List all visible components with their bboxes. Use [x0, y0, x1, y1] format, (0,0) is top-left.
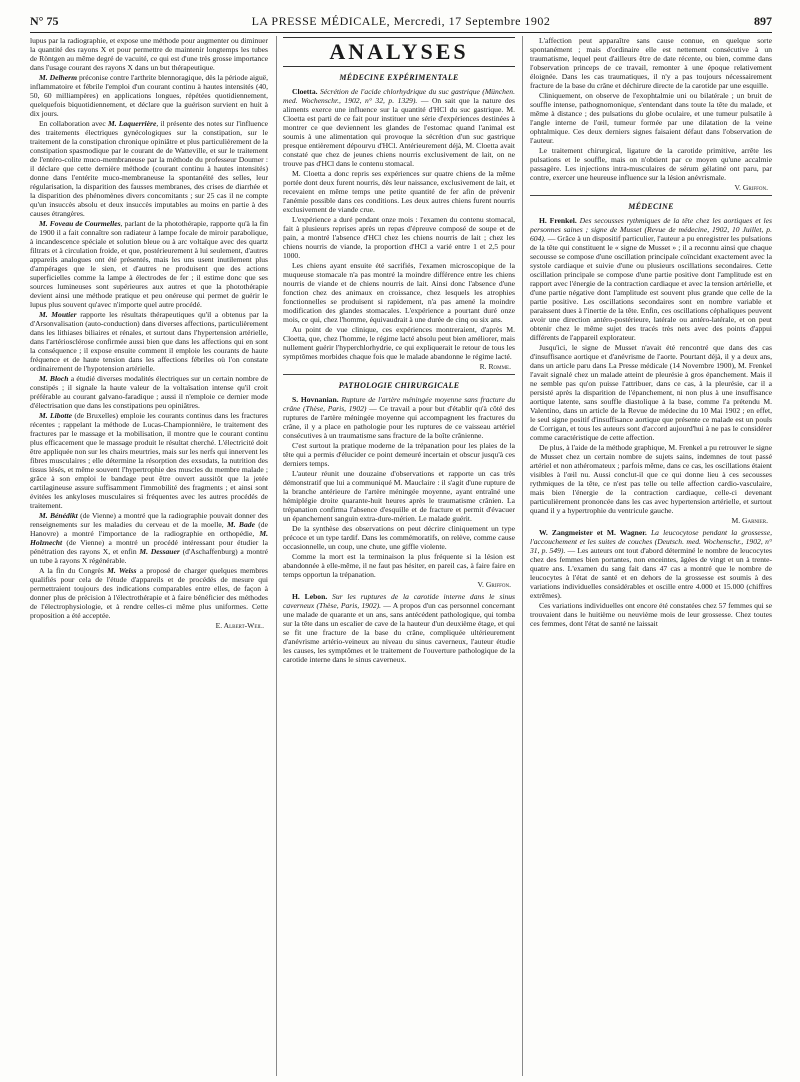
paragraph — [30, 73, 268, 118]
paragraph — [30, 219, 268, 309]
paragraph-text: En collaboration avec — [39, 119, 108, 128]
person-name: M. Moutier — [39, 310, 77, 319]
abstract-title: Sécrétion de l'acide chlorhydrique du suc gastrique — [317, 87, 480, 96]
abstract-paragraph — [530, 528, 772, 600]
person-name: M. Foveau de Courmelles — [39, 219, 121, 228]
abstract-reference: (Revue de médecine, 1902, 10 Juillet, p. 604). — [530, 225, 772, 243]
abstract-paragraph — [283, 395, 515, 440]
person-name: M. Laquerrière — [107, 119, 157, 128]
section-heading: ANALYSES — [283, 37, 515, 67]
person-name: M. Weiss — [107, 566, 137, 575]
person-name: M. Bénédikt — [39, 511, 78, 520]
abstract-title: Sur les ruptures de la carotide interne dans le sinus caverneux — [283, 592, 515, 610]
paragraph-text: a proposé de charger quelques membres qualifiés pour cela de l'étude d'appareils et de procédés de mesure qui permettraient toujours des indications comparables entre elles, de façon à donner plus de précision à l'électrothérapie et à faire bénéficier des méthodes de l'électrophysiologie, et à rendre celles-ci même plus uniformes. Cette proposition a été acceptée. — [30, 566, 268, 620]
column-rule — [522, 36, 523, 1076]
person-name: M. Delherm — [39, 73, 78, 82]
abstract-reference: (Thèse, Paris, 1902). — [314, 601, 382, 610]
abstract-author: Cloetta. — [292, 87, 318, 96]
paragraph — [30, 411, 268, 510]
section-divider — [530, 195, 772, 196]
journal-title: LA PRESSE MÉDICALE, Mercredi, 17 Septembre 1902 — [251, 14, 551, 28]
page-number-left: N° 75 — [30, 14, 59, 28]
section-divider — [283, 374, 515, 375]
paragraph-text: — On sait que la nature des aliments exerce une influence sur la quantité d'HCl du suc gastrique. M. Cloetta est parti de ce fait pour instituer une série d'expériences destinées à montrer ce que deviennent les glandes de l'estomac quand l'animal est soumis à une alimentation qui provoque la sécrétion d'un suc gastrique presque entièrement dépourvu d'HCl. Antérieurement déjà, M. Cloetta avait constaté que chez de jeunes chiens nourris exclusivement de lait, on ne trouve pas d'HCl dans le contenu stomacal. — [283, 96, 515, 168]
abstract-author: H. Lebon. — [292, 592, 328, 601]
paragraph: C'est surtout la pratique moderne de la trépanation pour les plaies de la tête qui a permis d'élucider ce point demeuré incertain et obscur jusqu'à ces derniers temps. — [283, 441, 515, 468]
paragraph — [30, 511, 268, 565]
abstract-reference: (München. med. Wochenschr., 1902, n° 32, p. 1329). — [283, 87, 515, 105]
author-signature: R. Romme. — [479, 362, 511, 371]
abstract-paragraph — [283, 592, 515, 664]
person-name: M. Bloch — [39, 374, 69, 383]
paragraph-text: a étudié diverses modalités électriques sur un certain nombre de constipés ; il signale la haute valeur de la voltaïsation intense qu'il croit préférable au courant galvano-faradique ; aussi il n'emploie ce dernier mode d'électrisation que dans les constipations peu opiniâtres. — [30, 374, 268, 410]
paragraph — [30, 310, 268, 373]
paragraph: M. Cloetta a donc repris ses expériences sur quatre chiens de la même portée dont deux furent nourris, dès leur naissance, exclusivement de lait, et recevaient en même temps une petite quantité de fer afin de prévenir l'anémie possible dans ces conditions. Les deux autres chiens furent nourris exclusivement de viande crue. — [283, 169, 515, 214]
abstract-title: Des secousses rythmiques de la tête chez les aortiques et les personnes saines ; signe de Musset — [530, 216, 772, 234]
paragraph-text: (de Vienne) a montré que la radiographie pouvait donner des renseignements sur les maladies du cerveau et de la moelle, — [30, 511, 268, 529]
abstract-title: La leucocytose pendant la grossesse, l'accouchement et les suites de couches — [530, 528, 772, 546]
paragraph: De la synthèse des observations on peut décrire cliniquement un type précoce et un type tardif. Dans les commémoratifs, on relève, comme cause occasionnelle, un coup, une chute, une giffle violente. — [283, 524, 515, 551]
paragraph: Jusqu'ici, le signe de Musset n'avait été rencontré que dans des cas d'insuffisance aortique et d'anévrisme de l'aorte. Pourtant déjà, il y a deux ans, dans un article paru dans La Presse médicale (14 Novembre 1900), M. Frenkel l'avait signalé chez un malade atteint de pleurésie à gros épanchement. Mais il ne semble pas qu'on puisse l'attribuer, dans ce cas, à la pleurésie, car il a persisté après la disparition de l'épanchement, ni non plus à une insuffisance aortique latente, sans souffle diastolique à la base, comme l'a prétendu M. Valentino, dans un article de la Revue de médecine du 10 Mai 1902 ; en effet, le seul signe positif d'insuffisance aortique que présente ce malade est un pouls de Corrigan, et tous les auteurs sont d'accord aujourd'hui à ne pas le considérer comme caractéristique de cette affection. — [530, 343, 772, 442]
subsection-heading: MÉDECINE EXPÉRIMENTALE — [339, 73, 459, 82]
paragraph: L'auteur réunit une douzaine d'observations et rapporte un cas très démonstratif que lui a communiqué M. Mauclaire : il s'agit d'une rupture de la branche antérieure de l'artère méningée moyenne, ayant entraîné une hémiplégie droite quarante-huit heures après le traumatisme crânien. La trépanation confirma l'absence d'esquille et de fracture et permit d'évacuer un épanchement sanguin extra-dure-mérien. Le malade guérit. — [283, 469, 515, 523]
column-right — [530, 36, 772, 1076]
author-signature: M. Garnier. — [731, 516, 768, 525]
abstract-paragraph — [530, 216, 772, 342]
page-number-right: 897 — [754, 14, 772, 28]
paragraph-text: rapporte les résultats thérapeutiques qu'il a obtenus par la d'Arsonvalisation (auto-conduction) dans diverses affections, particulièrement dans les lithiases biliaires et rénales, et surtout dans l'hypertension artérielle, dans l'artériosclérose confirmée aussi bien que dans les affections qui en sont la conséquence ; il expose ensuite comment il emploie les courants de haute fréquence et de haute tension dans les affections fébriles où l'on constate ordinairement de l'hypotension artérielle. — [30, 310, 268, 373]
column-rule — [276, 36, 277, 1076]
person-name: M. Holznecht — [30, 529, 268, 547]
column-left — [30, 36, 268, 1076]
person-name: M. Bade — [226, 520, 255, 529]
paragraph-text: (de Vienne) a montré un procédé intéressant pour étudier la pénétration des rayons X, et enfin — [30, 538, 268, 556]
paragraph: Cliniquement, on observe de l'exophtalmie uni ou bilatérale ; un bruit de souffle intense, pathognomonique, s'entendant dans toute la tête du malade, et même à distance ; des pulsations du globe oculaire, et une tumeur pulsatile à l'angle interne de l'œil, tumeur formée par une dilatation de la veine ophtalmique. Ces deux derniers signes faisaient défaut dans l'observation de l'auteur. — [530, 91, 772, 145]
abstract-author: S. Hovnanian. — [292, 395, 339, 404]
paragraph-text: — Ce travail a pour but d'établir qu'à côté des ruptures de l'artère méningée moyenne qui accompagnent les fractures du crâne, il y a place en pathologie pour les ruptures de ce vaisseau artériel consécutives à un traumatisme sans fracture de la boîte crânienne. — [283, 404, 515, 440]
author-signature: V. Griffon. — [734, 183, 768, 192]
paragraph-text: — A propos d'un cas personnel concernant une malade de quarante et un ans, sans antécédent pathologique, qui tomba sur la tête dans un escalier de cave de la hauteur d'un deuxième étage, et qui se fit une fracture de la base du crâne, compliquée ultérieurement d'anévrisme artério-veineux au niveau du sinus caverneux, l'auteur étudie les causes, les symptômes et le traitement de l'ouverture pathologique de la carotide interne dans le sinus caverneux. — [283, 601, 515, 664]
paragraph-text: — Les auteurs ont tout d'abord déterminé le nombre de leucocytes chez des femmes bien portantes, non enceintes, âgées de vingt et un à trente-quatre ans. L'examen du sang fait dans 47 cas a montré que le nombre de leucocytes à l'état de santé et en dehors de la grossesse est soumis à des variations individuelles considérables et oscille entre 4.000 et 15.000 (chiffres extrêmes). — [530, 546, 772, 600]
paragraph: Comme la mort est la terminaison la plus fréquente si la lésion est abandonnée à elle-même, il ne faut pas hésiter, en pareil cas, à faire faire en temps opportun la trépanation. — [283, 552, 515, 579]
abstract-title: Rupture de l'artère méningée moyenne sans fracture du crâne — [283, 395, 515, 413]
paragraph-text: , parlant de la photothérapie, rapporte qu'à la fin de 1900 il a fait connaître son radiateur à lampe focale de miroir parabolique, à incandescence spéciale et solution bleue ou à arc voltaïque avec des quartz filtrats et à circulation froide, et que, postérieurement à lui seulement, d'autres appareils analogues ont été présentés, mais les uns usent inutilement plus d'ampérages que le sien, et d'autres ne produisent que des actions superficielles comme la lampe à électrodes de fer ; il estime donc que ses sources lumineuses sont supérieures aux autres et que la photothérapie devient ainsi une méthode pratique et peu onéreuse qui permet de guérir le lupus plus souvent qu'avec n'importe quel autre procédé. — [30, 219, 268, 309]
page-header — [30, 10, 772, 33]
author-signature: E. Albert-Weil. — [215, 621, 264, 630]
paragraph — [30, 566, 268, 620]
subsection-heading: PATHOLOGIE CHIRURGICALE — [338, 381, 460, 390]
paragraph-text: (de Hanovre) a montré l'importance de la radiographie en orthopédie, — [30, 520, 268, 538]
column-middle — [283, 36, 515, 1076]
paragraph: Le traitement chirurgical, ligature de la carotide primitive, arrête les pulsations et le souffle, mais on n'obtient par ce moyen qu'une accalmie passagère. Les injections intra-musculaires de sérum gélatiné ont paru, par contre, exercer une heureuse influence sur la lésion anévrismale. — [530, 146, 772, 182]
paragraph — [30, 374, 268, 410]
paragraph-text: préconise contre l'arthrite blennoragique, dès la période aiguë, inflammatoire et fébrile l'emploi d'un courant continu à hautes intensités (40, 50, 60 milliampères) en applications longues, répétées quotidiennement, quelquefois biquotidiennement, et déclare que la guérison survient en huit à dix jours. — [30, 73, 268, 118]
abstract-author: H. Frenkel. — [539, 216, 577, 225]
person-name: M. Dessauer — [139, 547, 180, 556]
paragraph: L'affection peut apparaître sans cause connue, en quelque sorte spontanément ; mais d'ordinaire elle est nettement consécutive à un traumatisme, lequel peut d'ailleurs être de date récente, ou bien, comme dans l'observation princeps de ce travail, remonter à une époque relativement éloignée. Dans les cas traumatiques, il n'y a pas toujours nécessairement fracture de la base du crâne et déchirure directe de la carotide par une esquille. — [530, 36, 772, 90]
paragraph-text: A la fin du Congrès — [39, 566, 108, 575]
paragraph: L'expérience a duré pendant onze mois : l'examen du contenu stomacal, fait à plusieurs reprises après un repas d'épreuve composé de soupe et de pain, a montré l'absence d'HCl chez les chiens nourris de lait ; chez les chiens nourris de viande, la proportion d'HCl a varié entre 1 et 2,5 pour 1000. — [283, 215, 515, 260]
abstract-paragraph — [283, 87, 515, 168]
paragraph — [30, 119, 268, 218]
paragraph: Au point de vue clinique, ces expériences montreraient, d'après M. Cloetta, que, chez l'homme, le régime lacté absolu peut bien améliorer, mais nullement guérir l'hyperchlorhydrie, ce qui expliquerait le retour de tous les symptômes morbides chaque fois que le malade abandonne le régime lacté. — [283, 325, 515, 361]
paragraph: De plus, à l'aide de la méthode graphique, M. Frenkel a pu retrouver le signe de Musset chez un certain nombre de sujets sains, indemnes de tout passé artériel et non athéromateux ; parfois même, dans ce cas, les oscillations étaient visibles à l'œil nu. Aussi conclut-il que ce qui donne lieu à ces secousses rythmiques de la tête, ce n'est pas telle ou telle affection cardio-vasculaire, mais bien l'énergie de la contraction cardiaque, celle-ci devenant particulièrement prononcée dans les cas avec hypertension artérielle, et surtout quand il y a hypertrophie du ventricule gauche. — [530, 443, 772, 515]
paragraph-text: (de Bruxelles) emploie les courants continus dans les fractures récentes ; rappelant la méthode de Lucas-Championnière, le traitement des fractures par le massage et la mobilisation, il montre que le courant continu plus efficacement que le massage produit le résultat cherché. L'électricité doit être appliquée non sur les chairs meurtries, mais sur les nerfs qui innervent les fibres musculaires ; elle détermine la résorption des exsudats, la nutrition des tissus lésés, et même souvent l'hypertrophie des muscles du membre malade ; grâce à son emploi le bandage peut être ouvert aussitôt que la jetée cartilagineuse assure suffisamment l'immobilité des fragments ; et ainsi sont évitées les ankyloses musculaires si fréquentes avec les autres procédés de traitement. — [30, 411, 268, 510]
paragraph: Ces variations individuelles ont encore été constatées chez 57 femmes qui se trouvaient dans le huitième ou neuvième mois de leur grossesse. Chez toutes ces femmes, dont l'état de santé ne laissait — [530, 601, 772, 628]
abstract-reference: (Deutsch. med. Wochenschr., 1902, n° 31, p. 549). — [530, 537, 772, 555]
paragraph-text: , il présente des notes sur l'influence des traitements électriques gynécologiques sur la constipation, sur le traitement de la constipation chronique opiniâtre et plus particulièrement de la constipation spasmodique par le courant de de Watteville, et sur le traitement de l'entéro-colite muco-membraneuse par la méthode du professeur Doumer : il déclare que cette dernière méthode (courant continu à hautes intensités) donne dans l'entérite muco-membraneuse la spontanéité des selles, leur régularisation, la disparition des fausses membranes, des crises de diarrhée et la disparition des phénomènes divers concomitants ; sur 25 cas il ne compte qu'un insuccès absolu et deux insuccès imputables au moins en partie à des causes étrangères. — [30, 119, 268, 218]
abstract-reference: (Thèse, Paris, 1902) — [300, 404, 367, 413]
abstract-author: W. Zangmeister et M. Wagner. — [539, 528, 647, 537]
paragraph-text: — Grâce à un dispositif particulier, l'auteur a pu enregistrer les pulsations de la tête qui constituent le « signe de Musset » ; il a reconnu ainsi que chaque secousse se compose d'une oscillation principale coïncidant exactement avec la systole cardiaque et suivie d'une ou plusieurs oscillations secondaires. Cette oscillation principale se compose d'une partie positive dont l'amplitude est en rapport avec l'énergie de la contraction cardiaque et avec la tension artérielle, et d'une partie négative dont l'amplitude est souvent plus grande que celle de la partie positive. Les oscillations secondaires sont en nombre variable et paraissent dues à l'inertie de la tête. Enfin, ces oscillations céphaliques peuvent avoir une direction antéro-postérieure, latérale ou antéro-latérale, et on peut obtenir chez le même sujet des tracés très nets avec des points d'appui différents de l'appareil explorateur. — [530, 234, 772, 342]
subsection-heading: MÉDECINE — [628, 202, 674, 211]
paragraph: lupus par la radiographie, et expose une méthode pour augmenter ou diminuer la quantité des rayons X et pour permettre de maintenir longtemps les tubes de Röntgen au même degré de vacuité, ce qui est d'une très grosse importance dans l'usage courant des rayons X dans un but thérapeutique. — [30, 36, 268, 72]
person-name: M. Libotte — [39, 411, 72, 420]
author-signature: V. Griffon. — [477, 580, 511, 589]
paragraph: Les chiens ayant ensuite été sacrifiés, l'examen microscopique de la muqueuse stomacale n'a pas montré la moindre différence entre les chiens nourris de viande et de chiens nourris de lait. Ainsi donc l'absence d'une fonction chez des animaux en croissance, chez lesquels les atrophies fonctionnelles se produisent si rapidement, n'a pas amené la moindre modification des glandes stomacales. L'expérience a pourtant duré onze mois, ce qui, chez l'homme, équivaudrait à une durée de cinq ou six ans. — [283, 261, 515, 324]
paragraph-text: (d'Aschaffenburg) a montré un tube à rayons X régénérable. — [30, 547, 268, 565]
